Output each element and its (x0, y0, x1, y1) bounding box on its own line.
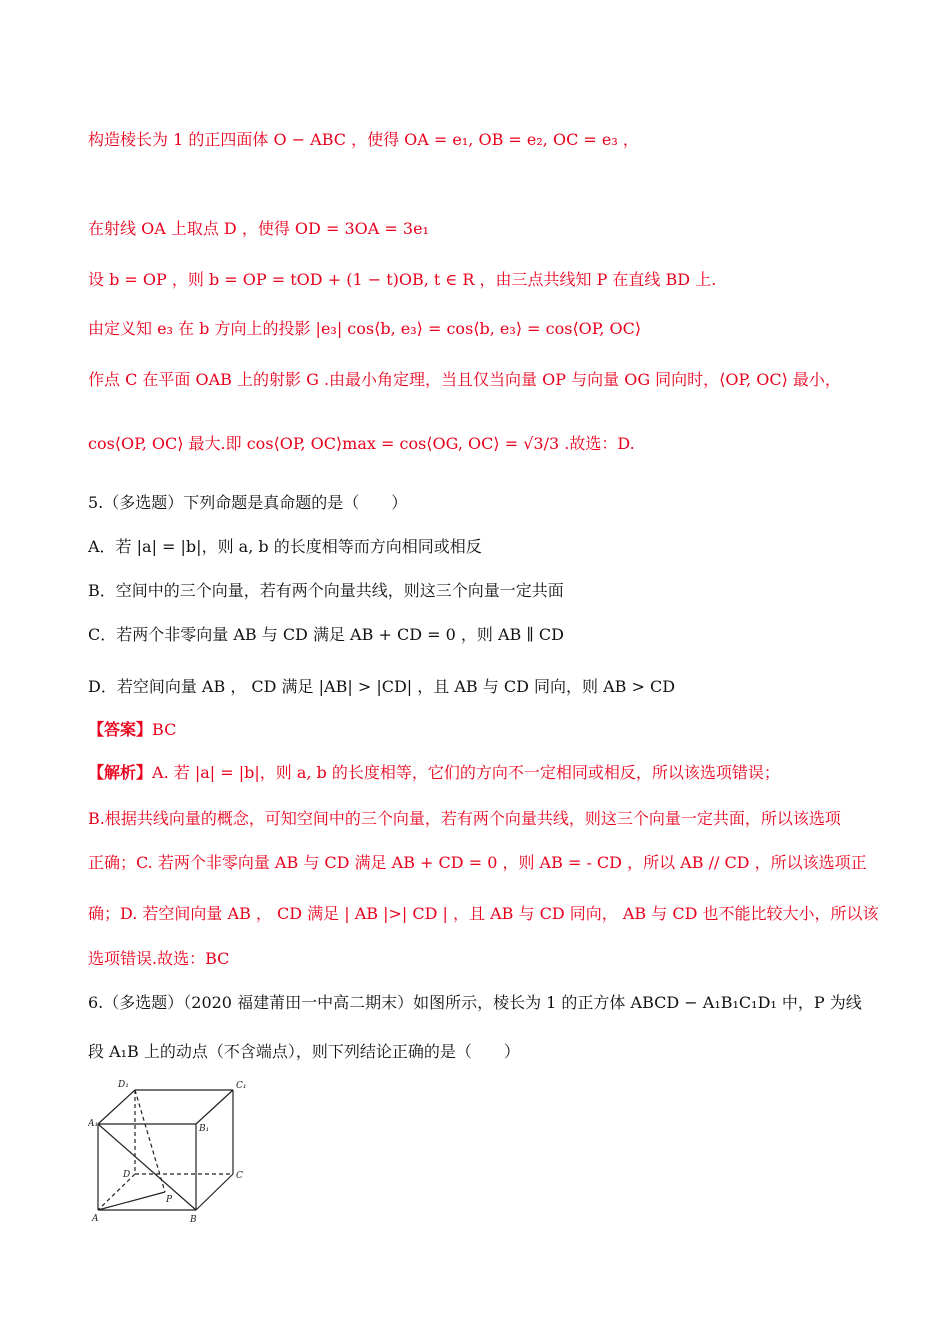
q5-option-c: C．若两个非零向量 AB 与 CD 满足 AB + CD = 0 ，则 AB ∥ CD (88, 625, 564, 644)
label-d1: D₁ (118, 1080, 129, 1090)
edge-a1d1 (98, 1090, 135, 1124)
q5-analysis-line-1: 【解析】A. 若 |a| = |b|，则 a, b 的长度相等，它们的方向不一定相同或相反，所以该选项错误； (88, 763, 780, 782)
q5-analysis-line-3: 正确；C. 若两个非零向量 AB 与 CD 满足 AB + CD = 0 ，则 AB = - CD ，所以 AB // CD ，所以该选项正 (88, 853, 867, 872)
q5-analysis-line-4: 确；D. 若空间向量 AB ， CD 满足 | AB |>| CD | ，且 AB 与 CD 同向， AB 与 CD 也不能比较大小，所以该 (88, 904, 879, 923)
label-c1: C₁ (236, 1081, 247, 1091)
solution-line-3: 设 b = OP ，则 b = OP = tOD + (1 − t)OB, t ∈ R ，由三点共线知 P 在直线 BD 上. (88, 270, 717, 289)
q6-stem-line-2: 段 A₁B 上的动点（不含端点），则下列结论正确的是（ ） (88, 1042, 520, 1061)
label-b: B (190, 1215, 197, 1225)
label-d: D (123, 1170, 131, 1180)
q5-analysis-line-2: B.根据共线向量的概念，可知空间中的三个向量，若有两个向量共线，则这三个向量一定共面，所以该选项 (88, 809, 841, 828)
q5-option-a: A．若 |a| = |b|，则 a, b 的长度相等而方向相同或相反 (88, 537, 482, 556)
cube-figure (88, 1078, 248, 1228)
answer-label: 【答案】 (88, 720, 153, 739)
q5-stem: 5.（多选题）下列命题是真命题的是（ ） (88, 493, 408, 512)
label-a1: A₁ (88, 1119, 99, 1129)
q5-analysis-line-5: 选项错误.故选：BC (88, 949, 230, 968)
label-b1: B₁ (199, 1124, 210, 1134)
answer-value: BC (152, 720, 177, 739)
solution-line-1: 构造棱长为 1 的正四面体 O − ABC ，使得 OA = e₁, OB = e₂, OC = e₃ ， (88, 130, 639, 149)
q5-option-d: D．若空间向量 AB ， CD 满足 |AB| > |CD| ，且 AB 与 CD 同向，则 AB > CD (88, 677, 676, 696)
solution-line-4: 由定义知 e₃ 在 b 方向上的投影 |e₃| cos⟨b, e₃⟩ = cos⟨b, e₃⟩ = cos⟨OP, OC⟩ (88, 319, 642, 338)
analysis-label: 【解析】 (88, 763, 153, 782)
label-c: C (236, 1171, 243, 1181)
edge-b1c1 (196, 1090, 233, 1124)
solution-line-2: 在射线 OA 上取点 D ，使得 OD = 3OA = 3e₁ (88, 219, 429, 238)
segment-d1p-hidden (135, 1090, 165, 1192)
q5-answer (88, 717, 176, 743)
label-a: A (92, 1214, 99, 1224)
edge-bc (196, 1174, 233, 1210)
q5-option-b: B．空间中的三个向量，若有两个向量共线，则这三个向量一定共面 (88, 581, 564, 600)
q6-stem-line-1: 6.（多选题）（2020 福建莆田一中高二期末）如图所示，棱长为 1 的正方体 ABCD − A₁B₁C₁D₁ 中，P 为线 (88, 993, 862, 1012)
solution-line-6: cos⟨OP, OC⟩ 最大.即 cos⟨OP, OC⟩max = cos⟨OG, OC⟩ = √3/3 .故选：D. (88, 434, 635, 453)
solution-line-5: 作点 C 在平面 OAB 上的射影 G .由最小角定理，当且仅当向量 OP 与向量 OG 同向时，⟨OP, OC⟩ 最小， (88, 370, 841, 389)
label-p: P (166, 1195, 173, 1205)
